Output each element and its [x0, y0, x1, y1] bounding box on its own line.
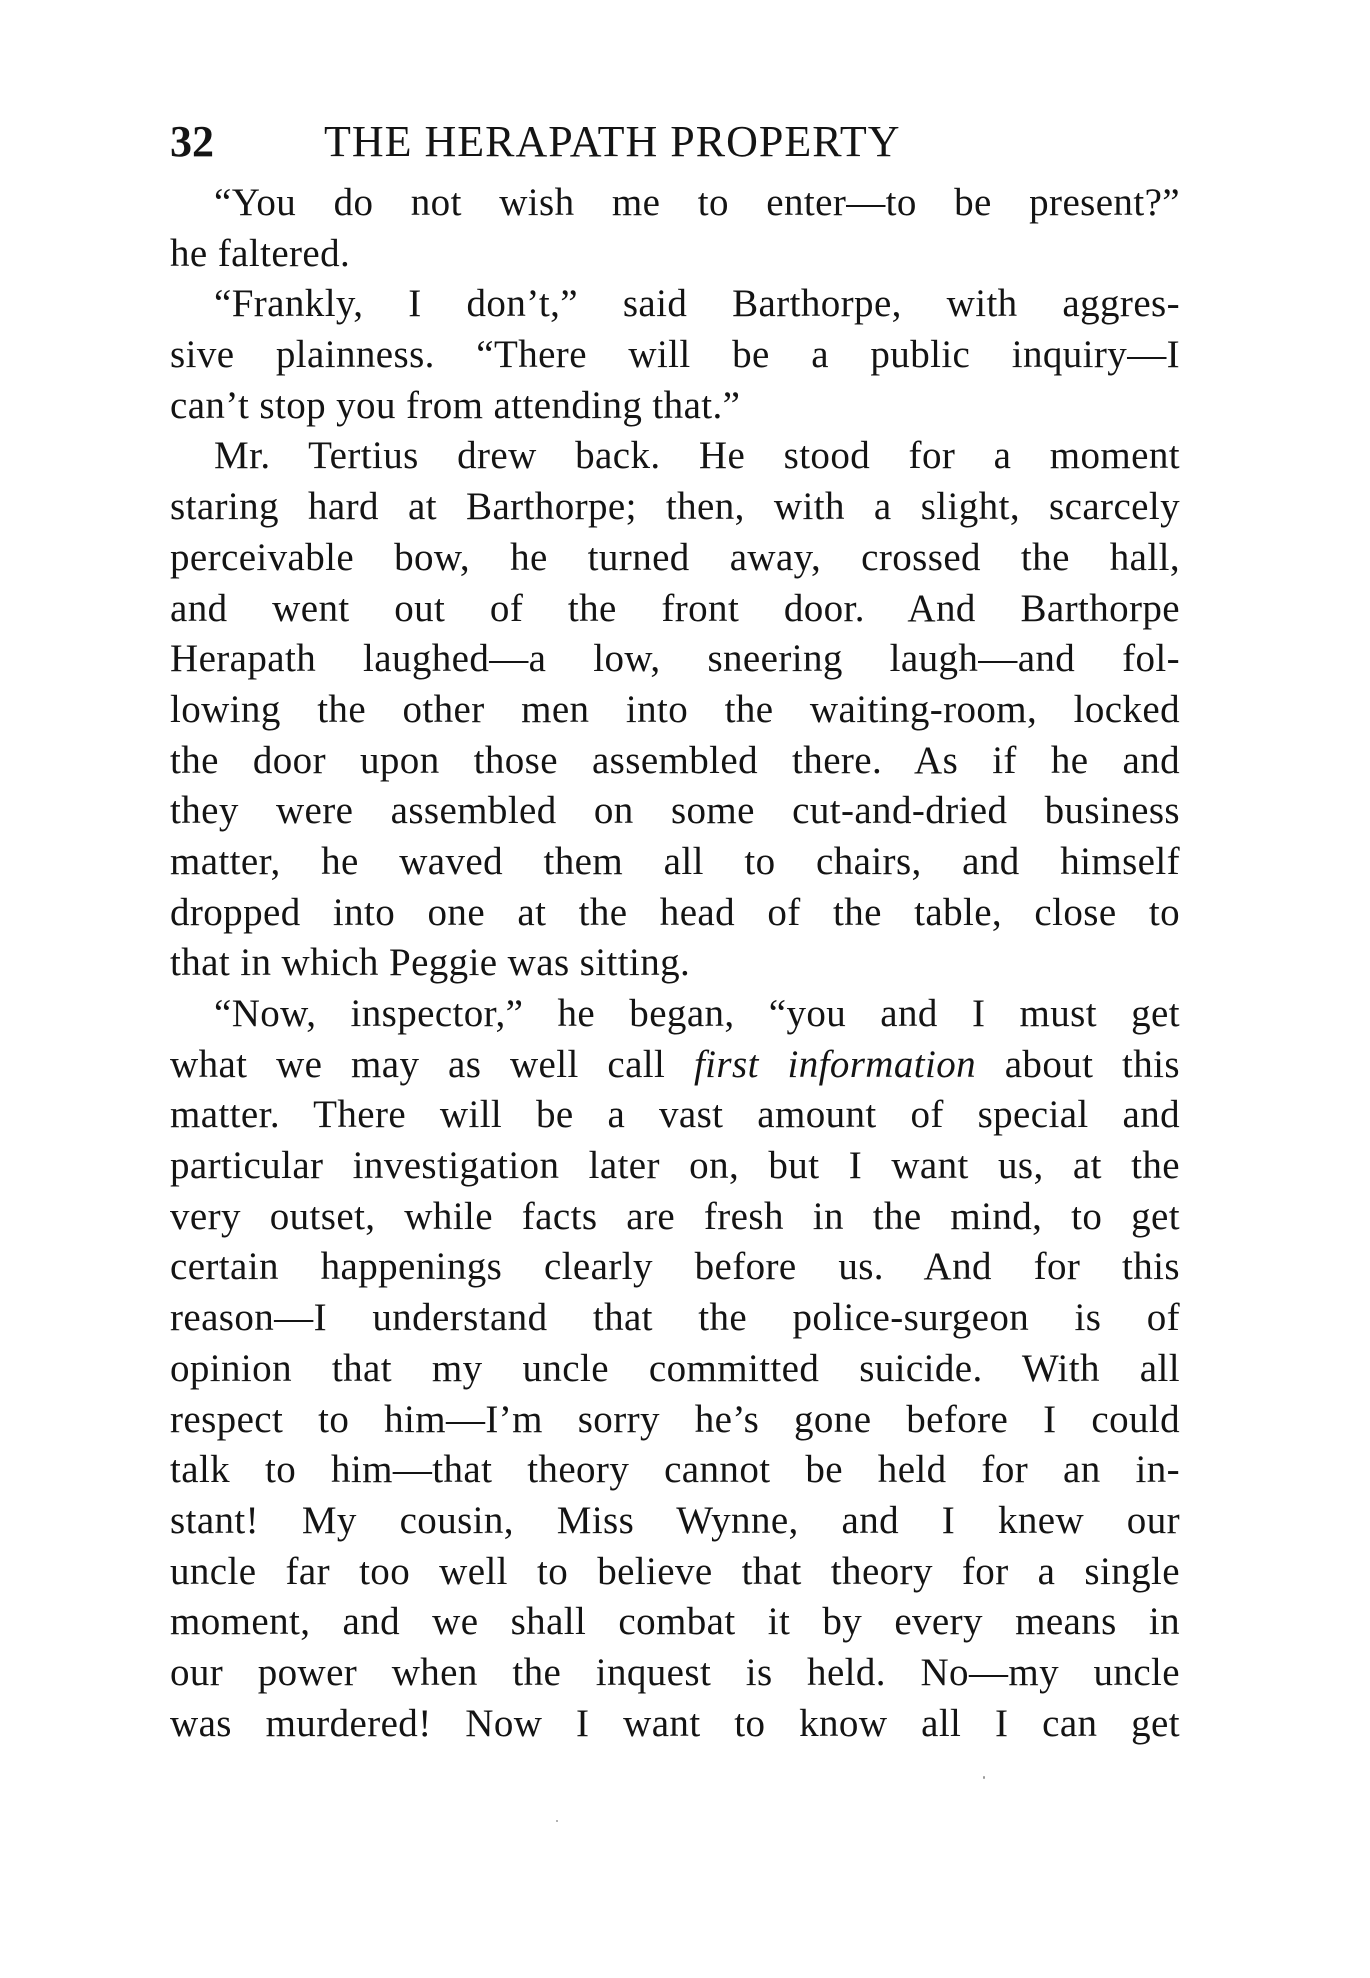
italic-phrase: first information: [693, 1042, 977, 1086]
text-line: “Now, inspector,” he began, “you and I must get: [214, 992, 1180, 1035]
text-line: the door upon those assembled there. As if he and: [170, 738, 1180, 782]
text-segment: what we may as well call: [170, 1042, 666, 1086]
text-line: respect to him—I’m sorry he’s gone before I could: [170, 1397, 1180, 1441]
text-line: Herapath laughed—a low, sneering laugh—and fol-: [170, 637, 1180, 681]
text-line: can’t stop you from attending that.”: [170, 383, 741, 427]
text-line: uncle far too well to believe that theory for a single: [170, 1549, 1180, 1593]
page-number: 32: [170, 117, 214, 166]
body-text: [170, 178, 1180, 1749]
text-line: particular investigation later on, but I want us, at the: [170, 1144, 1180, 1188]
text-line: lowing the other men into the waiting-room, locked: [170, 687, 1180, 731]
text-line: sive plainness. “There will be a public inquiry—I: [170, 333, 1180, 377]
text-line: that in which Peggie was sitting.: [170, 941, 691, 985]
text-line: talk to him—that theory cannot be held for an in-: [170, 1448, 1180, 1492]
text-line: [170, 1040, 1180, 1091]
text-line: “You do not wish me to enter—to be present?”: [214, 181, 1180, 224]
scan-speck: [983, 1776, 985, 1779]
text-line: opinion that my uncle committed suicide. With all: [170, 1346, 1180, 1390]
text-line: staring hard at Barthorpe; then, with a slight, scarcely: [170, 485, 1180, 529]
text-line: “Frankly, I don’t,” said Barthorpe, with aggres-: [214, 282, 1180, 326]
text-line: perceivable bow, he turned away, crossed the hall,: [170, 535, 1180, 579]
text-line: matter. There will be a vast amount of special and: [170, 1093, 1180, 1137]
page-header: [170, 112, 1180, 172]
text-line: very outset, while facts are fresh in the mind, to get: [170, 1194, 1180, 1238]
text-line: dropped into one at the head of the table, close to: [170, 890, 1180, 934]
text-line: moment, and we shall combat it by every means in: [170, 1600, 1180, 1644]
scan-speck: [556, 1820, 558, 1822]
text-line: our power when the inquest is held. No—my uncle: [170, 1650, 1180, 1694]
text-line: he faltered.: [170, 231, 351, 275]
text-line: reason—I understand that the police-surgeon is of: [170, 1296, 1180, 1340]
text-line: was murdered! Now I want to know all I can get: [170, 1701, 1180, 1745]
running-title: THE HERAPATH PROPERTY: [324, 117, 901, 166]
text-line: matter, he waved them all to chairs, and himself: [170, 839, 1180, 883]
text-line: Mr. Tertius drew back. He stood for a moment: [214, 434, 1180, 478]
text-line: stant! My cousin, Miss Wynne, and I knew our: [170, 1498, 1180, 1542]
text-segment: about this: [1004, 1042, 1180, 1086]
text-line: certain happenings clearly before us. And for this: [170, 1245, 1180, 1289]
text-line: they were assembled on some cut-and-dried business: [170, 789, 1180, 833]
text-line: and went out of the front door. And Barthorpe: [170, 586, 1180, 630]
